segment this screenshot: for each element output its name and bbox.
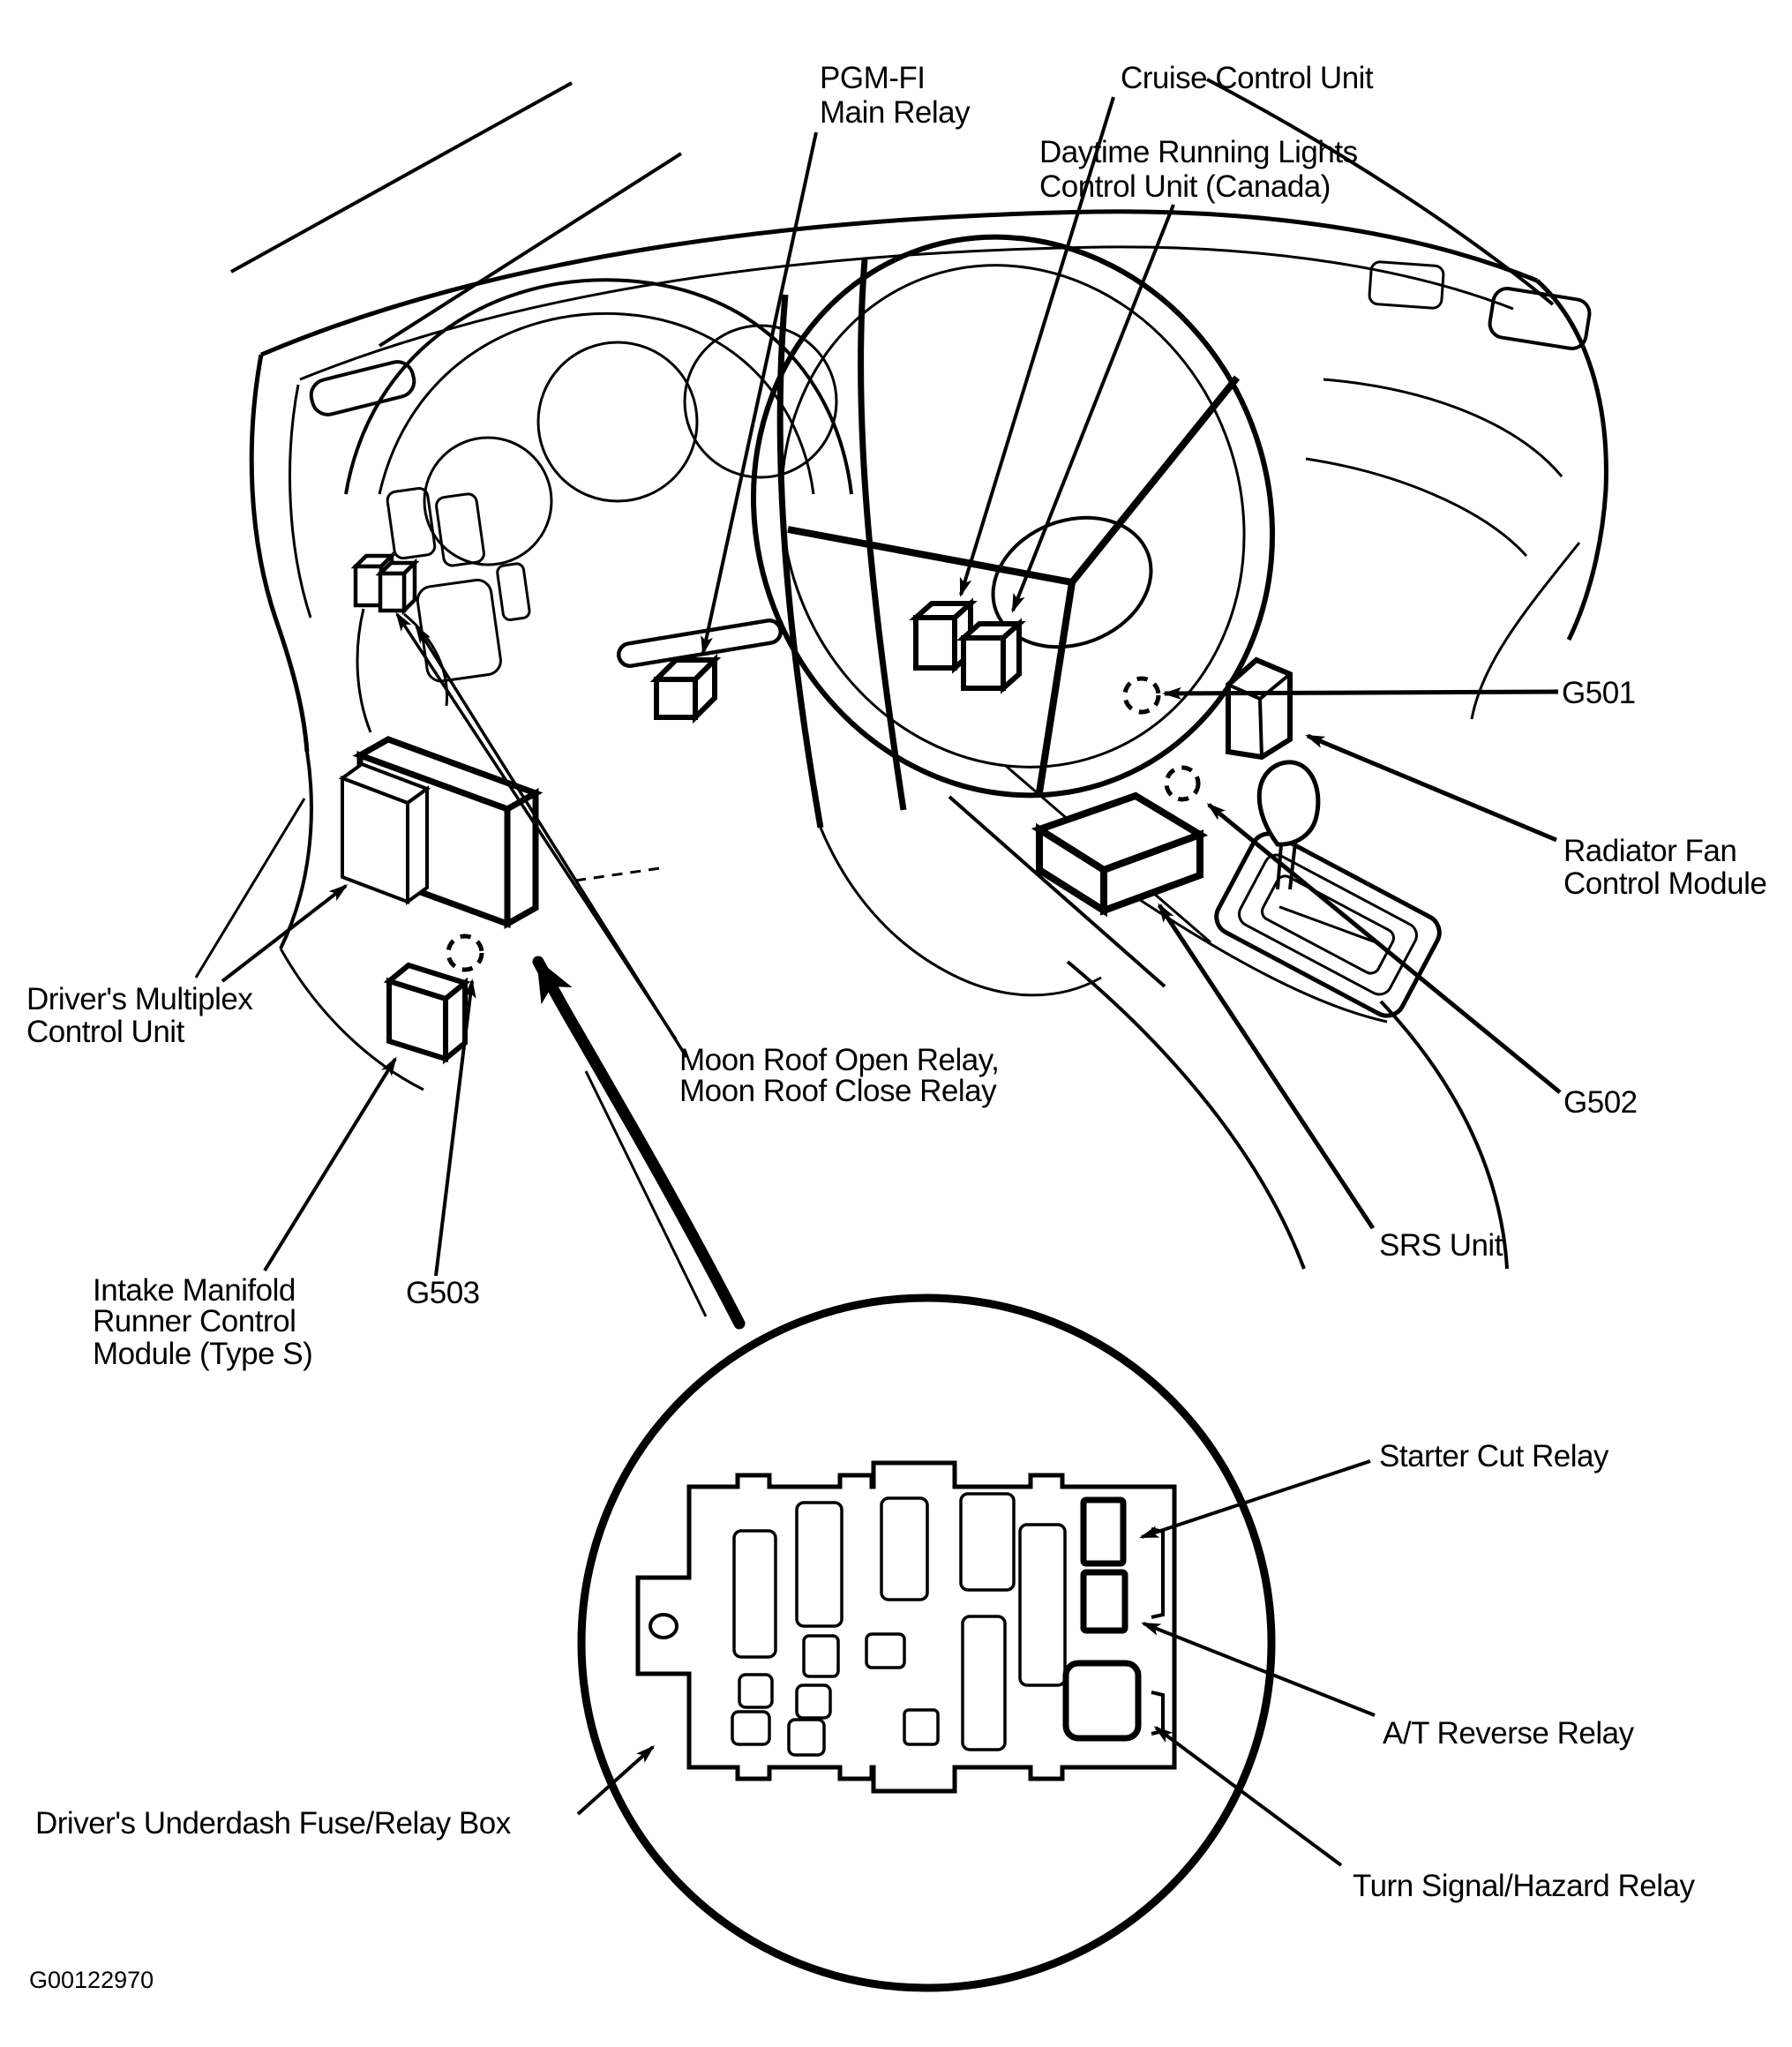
cube-face [963,638,1003,688]
label-moon-roof-relays: Moon Roof Open Relay, [679,1043,1000,1077]
label-intake-manifold-module: Module (Type S) [93,1337,313,1371]
switch-slot [435,493,484,567]
label-drivers-multiplex-unit: Control Unit [26,1015,184,1049]
ground-g502-dashed-circle [1166,768,1198,799]
leader-turn-signal-hazard-relay [1156,1728,1341,1865]
leader-intake-manifold-module [265,1059,395,1271]
ground-g501-dashed-circle [1125,679,1158,712]
drivers-multiplex-control-unit-boxes [342,739,536,924]
leader-daytime-running-lights [1013,205,1173,611]
shifter-stem [1278,844,1281,889]
cube-face [656,679,695,717]
label-intake-manifold-module: Intake Manifold [93,1273,296,1308]
gear-shifter-plate [1211,828,1446,1022]
label-moon-roof-relays: Moon Roof Close Relay [679,1074,997,1108]
dash-top-edge [261,212,1537,355]
cube-face [916,618,955,668]
moon-roof-relays-cubes [356,556,415,611]
daytime-running-lights-unit-cube [963,624,1019,688]
leader-g502 [1209,805,1560,1092]
label-radiator-fan-module: Radiator Fan [1563,834,1737,868]
label-underdash-fuse-relay-box: Driver's Underdash Fuse/Relay Box [35,1806,511,1841]
leader-drivers-multiplex-unit [222,886,346,981]
dash-lower-left-edge [281,752,311,949]
leader-underdash-fuse-relay-box [578,1747,653,1814]
label-g502: G502 [1563,1085,1638,1120]
cube-face [380,574,404,611]
turn-signal-stalk-inner [630,632,769,655]
magnifier-pointer-arrow [538,962,739,1323]
switch-slot [497,563,530,621]
gauge-circle [685,326,836,477]
label-pgm-fi-main-relay: PGM-FI [820,61,926,95]
kick-panel-line [196,799,304,978]
box-face [507,793,536,924]
label-drivers-multiplex-unit: Driver's Multiplex [26,982,253,1016]
shifter-knob [1259,762,1318,844]
seat-contour [1068,962,1304,1269]
wheel-spoke [1039,582,1072,792]
dash-left-edge [251,355,307,752]
gauge-circle [424,438,551,565]
radiator-fan-control-module-box [1228,660,1290,757]
knee-bolster-line [953,975,1101,995]
label-srs-unit: SRS Unit [1379,1228,1503,1263]
glovebox-line [1306,459,1526,556]
glovebox-line [1323,379,1562,476]
label-starter-cut-relay: Starter Cut Relay [1379,1439,1608,1473]
shifter-stem [1290,843,1295,889]
wheel-spoke [788,529,1072,582]
floor-line [1129,893,1387,1022]
passenger-vent [1488,287,1591,351]
a-pillar-line [231,83,572,272]
pgm-fi-main-relay-cube [656,660,715,717]
label-intake-manifold-module: Runner Control [93,1304,296,1338]
cube-face [356,566,381,605]
leader-at-reverse-relay [1143,1623,1375,1715]
under-dash-line [357,609,371,732]
dash-top-inner-edge [300,247,1513,379]
ground-g503-dashed-circle [448,936,482,970]
contour-line [290,385,311,618]
label-turn-signal-hazard-relay: Turn Signal/Hazard Relay [1353,1869,1695,1903]
label-cruise-control-unit: Cruise Control Unit [1121,61,1374,95]
label-at-reverse-relay: A/T Reverse Relay [1383,1716,1634,1751]
leader-g501 [1165,692,1558,694]
knee-bolster-line [821,828,953,975]
figure-code: G00122970 [29,1967,154,1993]
label-pgm-fi-main-relay: Main Relay [820,95,971,130]
wheel-rim-inner [709,198,1316,836]
leader-radiator-fan-module [1308,736,1556,840]
label-radiator-fan-module: Control Module [1563,866,1767,901]
srs-unit-box [1039,796,1200,911]
label-daytime-running-lights: Daytime Running Lights [1039,135,1358,169]
instrument-cluster-arch [379,313,814,494]
switch-slot [416,578,502,683]
label-g503: G503 [406,1276,480,1310]
steering-column [780,295,821,828]
leader-pgm-fi-main-relay [703,132,816,653]
gauge-circle [538,342,697,501]
label-daytime-running-lights: Control Unit (Canada) [1039,169,1331,204]
cube-face [446,983,465,1059]
label-g501: G501 [1562,676,1636,710]
hidden-edge-line [575,868,660,881]
steering-column [861,259,903,810]
wheel-spoke [1072,378,1237,582]
passenger-vent [1368,261,1443,309]
box-face [408,789,427,902]
driver-vent [308,358,417,417]
intake-manifold-runner-module-cube [389,965,465,1059]
